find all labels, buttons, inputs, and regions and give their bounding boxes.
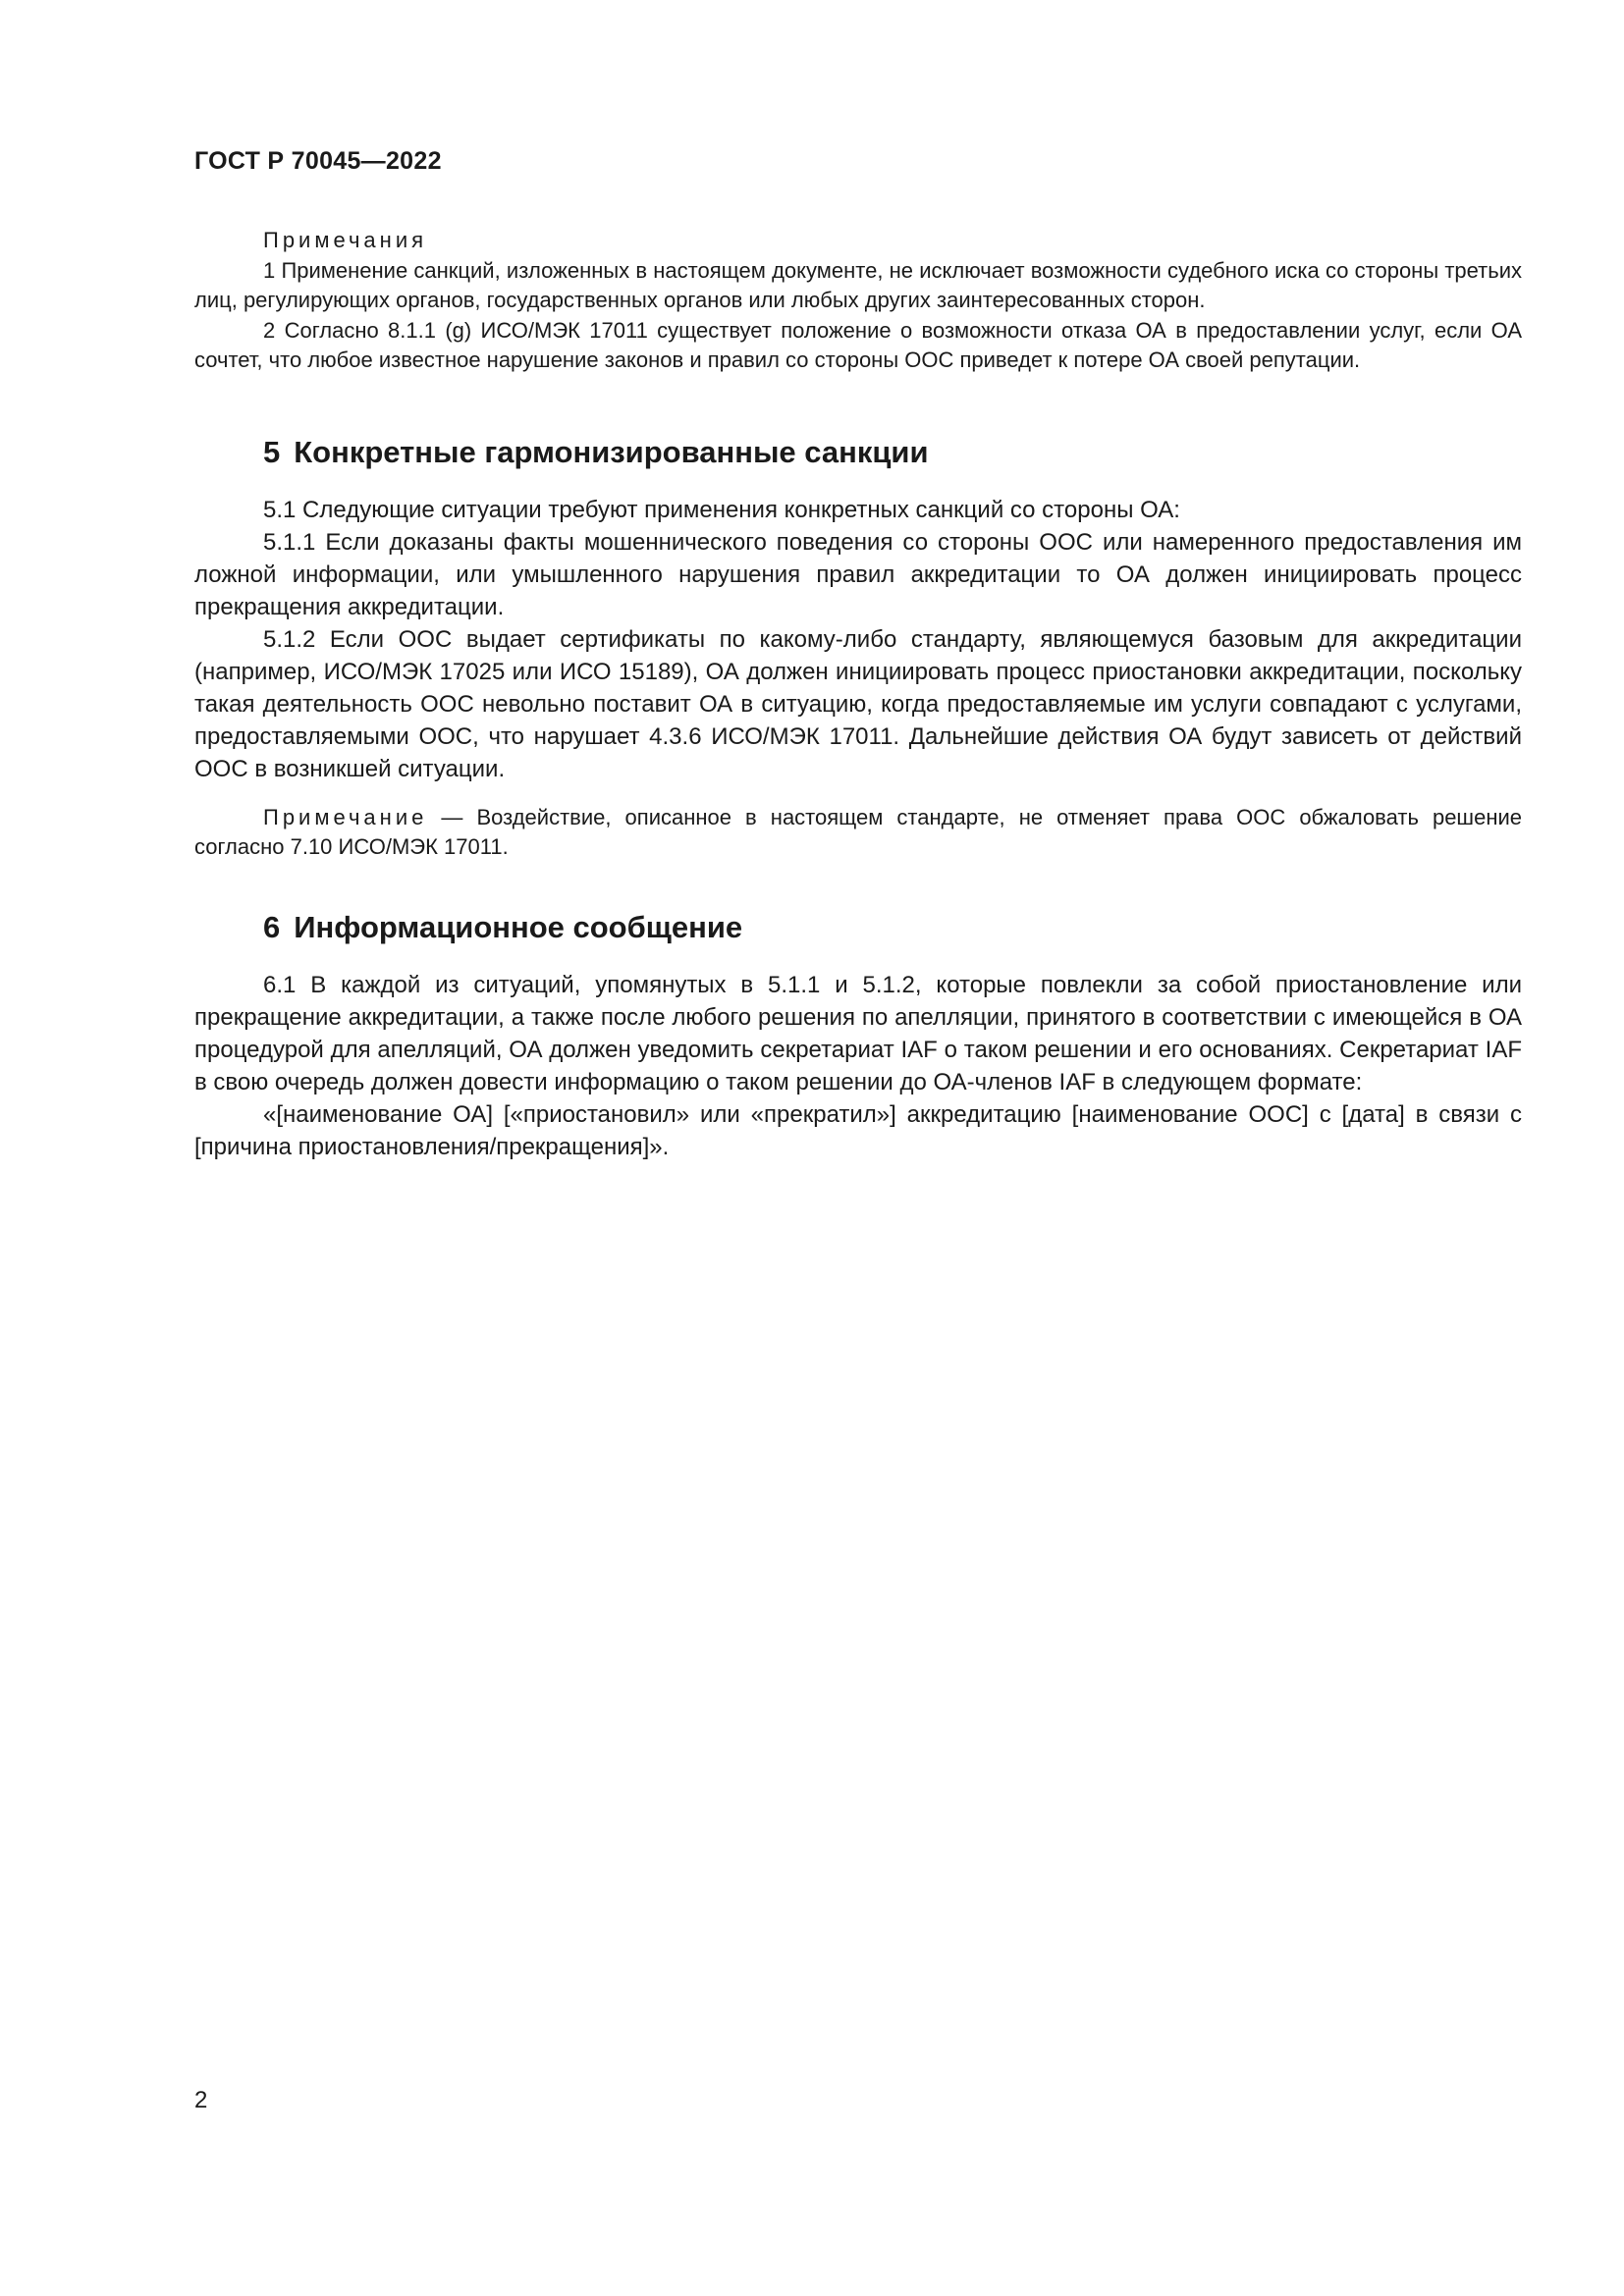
section-5-heading: 5 Конкретные гармонизированные санкции [263,434,929,469]
document-body [194,226,1522,1163]
paragraph-6-1: 6.1 В каждой из ситуаций, упомянутых в 5.1.1 и 5.1.2, которые повлекли за собой приостановление или прекращение аккредитации, а также после любого решения по апелляции, принятого в соответствии с имеющейся в ОА процедурой для апелляций, ОА должен уведомить секретариат IAF о таком решении и его основаниях. Секретариат IAF в свою очередь должен довести информацию о таком решении до ОА-членов IAF в следующем формате: [194,971,1522,1095]
note-item-1: 1 Применение санкций, изложенных в настоящем документе, не исключает возможности судебного иска со стороны третьих лиц, регулирующих органов, государственных органов или любых других заинтересованных сторон. [194,257,1522,312]
document-header: ГОСТ Р 70045—2022 [194,147,442,175]
paragraph-6-1-format: «[наименование ОА] [«приостановил» или «прекратил»] аккредитацию [наименование ООС] с [дата] в связи с [причина приостановления/прекращения]». [194,1100,1522,1160]
paragraph-5-1-1: 5.1.1 Если доказаны факты мошеннического поведения со стороны ООС или намеренного предоставления им ложной информации, или умышленного нарушения правил аккредитации то ОА должен инициировать процесс прекращения аккредитации. [194,528,1522,620]
paragraph-5-1-2: 5.1.2 Если ООС выдает сертификаты по какому-либо стандарту, являющемуся базовым для аккредитации (например, ИСО/МЭК 17025 или ИСО 15189), ОА должен инициировать процесс приостановки аккредитации, поскольку такая деятельность ООС невольно поставит ОА в ситуацию, когда предоставляемые им услуги совпадают с услугами, предоставляемыми ООС, что нарушает 4.3.6 ИСО/МЭК 17011. Дальнейшие действия ОА будут зависеть от действий ООС в возникшей ситуации. [194,625,1522,782]
paragraph-5-1: 5.1 Следующие ситуации требуют применения конкретных санкций со стороны ОА: [263,496,1180,523]
note-item-2: 2 Согласно 8.1.1 (g) ИСО/МЭК 17011 существует положение о возможности отказа ОА в предоставлении услуг, если ОА сочтет, что любое известное нарушение законов и правил со стороны ООС приведет к потере ОА своей репутации. [194,317,1522,372]
page-number: 2 [194,2087,208,2113]
section-5-note: Примечание — Воздействие, описанное в настоящем стандарте, не отменяет права ООС обжаловать решение согласно 7.10 ИСО/МЭК 17011. [194,804,1522,859]
section-6-heading: 6 Информационное сообщение [263,909,743,944]
notes-title: Примечания [263,228,428,252]
